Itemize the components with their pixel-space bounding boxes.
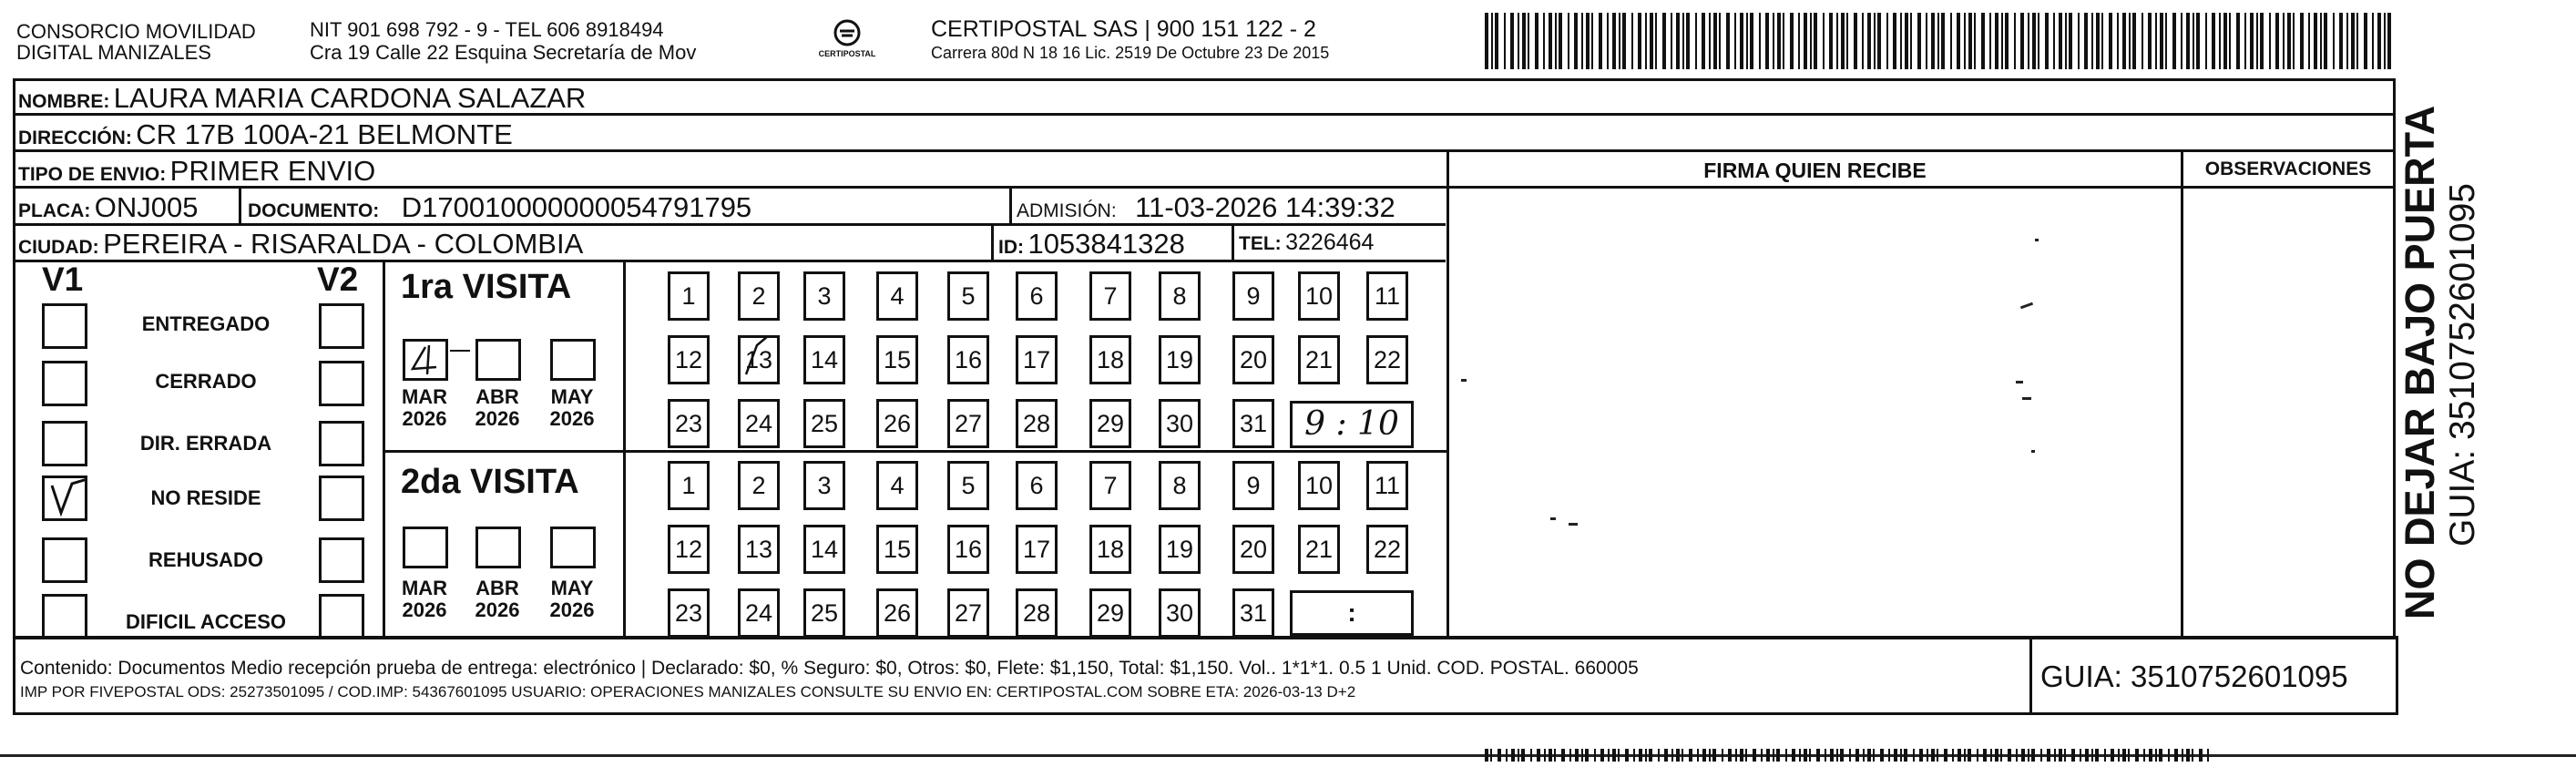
signature-mark <box>2031 450 2035 453</box>
company-nit: NIT 901 698 792 - 9 - TEL 606 8918494 <box>310 18 664 41</box>
first-visit-day-6[interactable]: 6 <box>1016 271 1058 321</box>
first-visit-time-box[interactable] <box>1290 401 1414 448</box>
footer-imp: IMP POR FIVEPOSTAL ODS: 25273501095 / COD.IMP: 54367601095 USUARIO: OPERACIONES MANIZALES CONSULTE SU ENVIO EN: CERTIPOSTAL.COM SOBRE ETA: 2026-03-13 D+2 <box>20 683 1356 701</box>
v2-checkbox-entregado[interactable] <box>319 303 364 349</box>
second-visit-day-2[interactable]: 2 <box>738 461 780 510</box>
second-visit-month-may: MAY 2026 <box>549 577 595 621</box>
second-visit-day-29[interactable]: 29 <box>1089 588 1131 638</box>
first-visit-day-4[interactable]: 4 <box>876 271 918 321</box>
second-visit-day-21[interactable]: 21 <box>1298 525 1340 574</box>
second-visit-day-18[interactable]: 18 <box>1089 525 1131 574</box>
second-visit-month-abr-box[interactable] <box>475 527 521 568</box>
second-visit-day-5[interactable]: 5 <box>947 461 989 510</box>
admision-label: ADMISIÓN: <box>1017 200 1117 221</box>
second-visit-day-17[interactable]: 17 <box>1016 525 1058 574</box>
signature-mark <box>1569 523 1578 526</box>
first-visit-day-1[interactable]: 1 <box>668 271 710 321</box>
logo-text: CERTIPOSTAL <box>818 49 876 58</box>
second-visit-day-31[interactable]: 31 <box>1232 588 1274 638</box>
documento-field <box>248 191 751 224</box>
documento-label: DOCUMENTO: <box>248 200 380 221</box>
first-visit-month-abr-box[interactable] <box>475 339 521 381</box>
v1-checkbox-dir-errada[interactable] <box>42 421 87 466</box>
first-visit-day-3[interactable]: 3 <box>803 271 845 321</box>
documento-value: D170010000000054791795 <box>401 191 752 223</box>
second-visit-month-mar-box[interactable] <box>403 527 448 568</box>
certipostal-logo <box>811 15 884 66</box>
second-visit-day-11[interactable]: 11 <box>1366 461 1408 510</box>
direccion-field <box>18 118 513 151</box>
first-visit-day-29[interactable]: 29 <box>1089 399 1131 448</box>
id-value: 1053841328 <box>1027 228 1185 260</box>
handwritten-mark-icon <box>405 342 445 378</box>
firma-header: FIRMA QUIEN RECIBE <box>1703 159 1927 182</box>
company-name-line2: DIGITAL MANIZALES <box>16 41 211 64</box>
first-visit-day-18[interactable]: 18 <box>1089 335 1131 384</box>
direccion-value: CR 17B 100A-21 BELMONTE <box>136 118 513 150</box>
first-visit-day-23[interactable]: 23 <box>668 399 710 448</box>
ciudad-label: CIUDAD: <box>18 237 99 258</box>
side-guia: GUIA: 3510752601095 <box>2443 183 2482 547</box>
first-visit-day-8[interactable]: 8 <box>1159 271 1201 321</box>
second-visit-day-23[interactable]: 23 <box>668 588 710 638</box>
header-barcode <box>1483 13 2394 69</box>
second-visit-time: : <box>1347 598 1356 627</box>
second-visit-day-26[interactable]: 26 <box>876 588 918 638</box>
first-visit-day-20[interactable]: 20 <box>1232 335 1274 384</box>
first-visit-month-mar: MAR 2026 <box>401 385 448 430</box>
v2-checkbox-no-reside[interactable] <box>319 476 364 521</box>
option-dificil-acceso: DIFICIL ACCESO <box>125 610 286 633</box>
second-visit-month-abr: ABR 2026 <box>475 577 520 621</box>
company-address: Cra 19 Calle 22 Esquina Secretaría de Mov <box>310 41 697 64</box>
first-visit-day-25[interactable]: 25 <box>803 399 845 448</box>
first-visit-day-2[interactable]: 2 <box>738 271 780 321</box>
second-visit-day-24[interactable]: 24 <box>738 588 780 638</box>
signature-mark <box>2016 381 2023 384</box>
tipo-envio-value: PRIMER ENVIO <box>169 155 376 187</box>
second-visit-day-25[interactable]: 25 <box>803 588 845 638</box>
first-visit-day-22[interactable]: 22 <box>1366 335 1408 384</box>
second-visit-day-16[interactable]: 16 <box>947 525 989 574</box>
first-visit-day-28[interactable]: 28 <box>1016 399 1058 448</box>
id-field <box>998 228 1185 261</box>
first-visit-day-27[interactable]: 27 <box>947 399 989 448</box>
tel-value: 3226464 <box>1285 230 1375 255</box>
company-name-line1: CONSORCIO MOVILIDAD <box>16 20 256 43</box>
first-visit-day-5[interactable]: 5 <box>947 271 989 321</box>
option-rehusado: REHUSADO <box>148 548 263 571</box>
handwritten-check-icon <box>45 478 85 518</box>
second-visit-day-27[interactable]: 27 <box>947 588 989 638</box>
second-visit-day-4[interactable]: 4 <box>876 461 918 510</box>
v1-checkbox-dificil-acceso[interactable] <box>42 594 87 639</box>
option-cerrado: CERRADO <box>155 370 257 393</box>
second-visit-day-13[interactable]: 13 <box>738 525 780 574</box>
v1-checkbox-entregado[interactable] <box>42 303 87 349</box>
admision-field <box>1017 191 1395 224</box>
second-visit-day-8[interactable]: 8 <box>1159 461 1201 510</box>
ciudad-value: PEREIRA - RISARALDA - COLOMBIA <box>103 228 584 260</box>
second-visit-day-22[interactable]: 22 <box>1366 525 1408 574</box>
second-visit-day-14[interactable]: 14 <box>803 525 845 574</box>
first-visit-day-19[interactable]: 19 <box>1159 335 1201 384</box>
footer-guia: GUIA: 3510752601095 <box>2040 660 2348 693</box>
first-visit-month-may: MAY 2026 <box>549 385 595 430</box>
first-visit-day-7[interactable]: 7 <box>1089 271 1131 321</box>
first-visit-day-24[interactable]: 24 <box>738 399 780 448</box>
footer-contenido: Contenido: Documentos Medio recepción prueba de entrega: electrónico | Declarado: $0, % Seguro: $0, Otros: $0, Flete: $1,150, Total: $1,150. Vol.. 1*1*1. 0.5 1 Unid. COD. POSTAL. 660005 <box>20 658 1639 679</box>
second-visit-month-mar: MAR 2026 <box>401 577 448 621</box>
first-visit-day-12[interactable]: 12 <box>668 335 710 384</box>
first-visit-day-16[interactable]: 16 <box>947 335 989 384</box>
certipostal-info-line1: CERTIPOSTAL SAS | 900 151 122 - 2 <box>931 16 1316 42</box>
signature-mark <box>1461 379 1467 382</box>
v2-checkbox-cerrado[interactable] <box>319 361 364 406</box>
v2-checkbox-dificil-acceso[interactable] <box>319 594 364 639</box>
first-visit-day-14[interactable]: 14 <box>803 335 845 384</box>
tipo-envio-label: TIPO DE ENVIO: <box>18 164 167 185</box>
first-visit-day-17[interactable]: 17 <box>1016 335 1058 384</box>
second-visit-day-20[interactable]: 20 <box>1232 525 1274 574</box>
nombre-value: LAURA MARIA CARDONA SALAZAR <box>113 82 587 114</box>
v1-checkbox-cerrado[interactable] <box>42 361 87 406</box>
second-visit-day-30[interactable]: 30 <box>1159 588 1201 638</box>
first-visit-day-15[interactable]: 15 <box>876 335 918 384</box>
placa-value: ONJ005 <box>94 191 199 223</box>
barcode-graphic <box>1483 13 2394 69</box>
side-warning: NO DEJAR BAJO PUERTA <box>2397 105 2443 619</box>
id-label: ID: <box>998 237 1024 258</box>
observaciones-header: OBSERVACIONES <box>2204 159 2372 179</box>
v1-checkbox-no-reside[interactable] <box>42 476 87 521</box>
signature-mark <box>2022 397 2031 400</box>
second-visit-day-3[interactable]: 3 <box>803 461 845 510</box>
first-visit-month-mar-box[interactable] <box>403 339 448 381</box>
bottom-barcode-graphic <box>1483 749 2212 762</box>
handwritten-dash <box>450 350 470 352</box>
v2-header: V2 <box>317 261 359 298</box>
first-visit-day-10[interactable]: 10 <box>1298 271 1340 321</box>
certipostal-info-line2: Carrera 80d N 18 16 Lic. 2519 De Octubre 23 De 2015 <box>931 44 1330 62</box>
handwritten-day-mark-icon <box>741 338 777 382</box>
second-visit-day-9[interactable]: 9 <box>1232 461 1274 510</box>
first-visit-day-30[interactable]: 30 <box>1159 399 1201 448</box>
bottom-barcode <box>1483 749 2212 762</box>
v2-checkbox-rehusado[interactable] <box>319 537 364 583</box>
first-visit-day-31[interactable]: 31 <box>1232 399 1274 448</box>
first-visit-month-abr: ABR 2026 <box>475 385 520 430</box>
v1-checkbox-rehusado[interactable] <box>42 537 87 583</box>
second-visit-time-box[interactable] <box>1290 590 1414 636</box>
signature-mark <box>1550 517 1556 520</box>
first-visit-day-11[interactable]: 11 <box>1366 271 1408 321</box>
option-dir-errada: DIR. ERRADA <box>139 432 272 455</box>
second-visit-day-10[interactable]: 10 <box>1298 461 1340 510</box>
first-visit-day-21[interactable]: 21 <box>1298 335 1340 384</box>
tel-label: TEL: <box>1239 233 1282 254</box>
tel-field <box>1239 230 1374 256</box>
ciudad-field <box>18 228 583 261</box>
placa-field <box>18 191 199 224</box>
nombre-field <box>18 82 586 115</box>
signature-mark <box>2035 239 2039 241</box>
option-entregado: ENTREGADO <box>141 312 271 335</box>
second-visit-title: 2da VISITA <box>401 463 579 501</box>
second-visit-day-7[interactable]: 7 <box>1089 461 1131 510</box>
admision-value: 11-03-2026 14:39:32 <box>1135 191 1395 223</box>
tipo-envio-field <box>18 155 375 188</box>
second-visit-day-6[interactable]: 6 <box>1016 461 1058 510</box>
option-no-reside: NO RESIDE <box>150 486 261 509</box>
second-visit-day-1[interactable]: 1 <box>668 461 710 510</box>
second-visit-day-19[interactable]: 19 <box>1159 525 1201 574</box>
second-visit-day-12[interactable]: 12 <box>668 525 710 574</box>
second-visit-day-28[interactable]: 28 <box>1016 588 1058 638</box>
first-visit-title: 1ra VISITA <box>401 268 572 306</box>
second-visit-day-15[interactable]: 15 <box>876 525 918 574</box>
second-visit-month-may-box[interactable] <box>550 527 596 568</box>
v2-checkbox-dir-errada[interactable] <box>319 421 364 466</box>
direccion-label: DIRECCIÓN: <box>18 128 132 148</box>
placa-label: PLACA: <box>18 200 91 221</box>
first-visit-month-may-box[interactable] <box>550 339 596 381</box>
v1-header: V1 <box>42 261 84 298</box>
first-visit-day-26[interactable]: 26 <box>876 399 918 448</box>
first-visit-day-9[interactable]: 9 <box>1232 271 1274 321</box>
first-visit-time: 9 : 10 <box>1304 405 1399 443</box>
first-visit-day-13[interactable]: 13 <box>738 335 780 384</box>
nombre-label: NOMBRE: <box>18 91 110 112</box>
